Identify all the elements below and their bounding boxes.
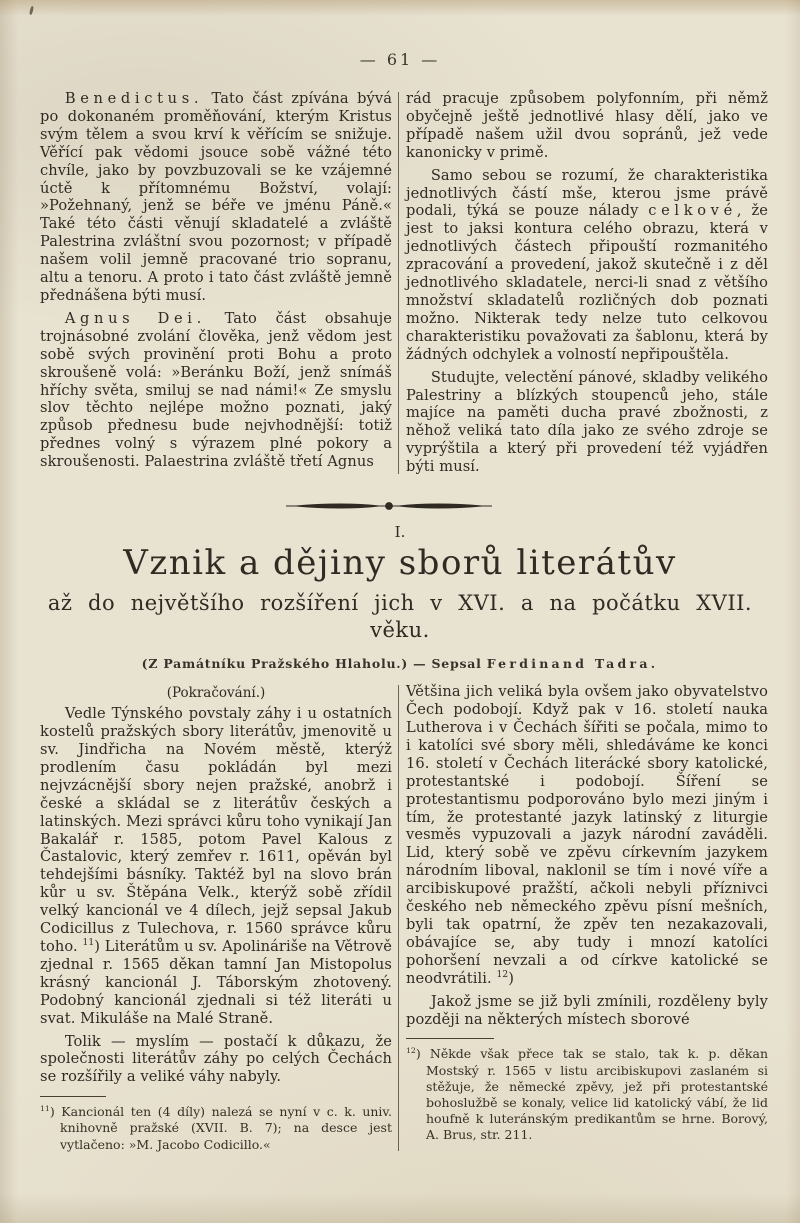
footnote-separator xyxy=(40,1096,106,1097)
text-segment: Jakož jsme se již byli zmínili, rozděleny byly později na některých místech sborové xyxy=(406,992,768,1028)
text-segment: Ferdinand Tadra. xyxy=(486,656,659,672)
footnote-marker: 11 xyxy=(40,1104,50,1114)
byline xyxy=(0,656,800,671)
upper-text-block xyxy=(40,90,768,476)
text-segment: , že jest to jaksi kontura celého obrazu, která v jednotlivých částech připouští rozmanitého zpracování a provedení, jakož skutečně i z děl jednotlivého skladatele, nerci-li snad z většího množství skladatelů rozličných dob poznati možno. Nikterak tedy nelze tuto celkovou charakteristiku považovati za šablonu, která by žádných odchylek a volností nepřipouštěla. xyxy=(406,202,768,363)
paragraph-vedle-tynskeho xyxy=(40,705,392,1027)
lower-text-block xyxy=(40,683,768,1153)
article-title: Vznik a dějiny sborů literátův xyxy=(123,543,677,584)
paragraph-jakoz-jsme xyxy=(406,993,768,1029)
continuation-note: (Pokračování.) xyxy=(166,685,266,702)
text-segment: Vedle Týnského povstaly záhy i u ostatních kostelů pražských sbory literátův, jmenovitě u sv. Jindřicha na Novém městě, kterýž prodlením času pokládán byl mezi nejvzácnější sbory nejen pražské, anobrž i české a skládal se z literátův českých a latinských. Mezi správci kůru toho vynikají Jan Bakalář r. 1585, potom Pavel Kalous z Častalovic, který zemřev r. 1611, opěván byl tehdejšími básníky. Taktéž byl na slovo brán kůr u sv. Štěpána Velk., kterýž sobě zřídil velký kancionál ve 4 dílech, jejž sepsal Jakub Codicillus z Tulechova, r. 1560 správce kůru toho. xyxy=(40,705,392,955)
page-number: — 61 — xyxy=(359,50,441,69)
text-segment: ) Literátům u sv. Apolináriše na Větrově zjednal r. 1565 děkan tamní Jan Mistopolus krásný kancionál J. Táborským zhotovený. Podobný kancionál zjednali si též literáti u svat. Mikuláše na Malé Straně. xyxy=(40,937,392,1027)
footnote-11 xyxy=(40,1104,392,1153)
upper-left-column xyxy=(40,90,392,476)
section-numeral: I. xyxy=(394,523,406,542)
text-segment: Tato část obsahuje trojnásobné zvolání člověka, jenž vědom jest sobě svých provinění proti Bohu a proto skroušeně volá: »Beránku Boží, jenž snímáš hříchy světa, smiluj se nad námi!« Ze smyslu slov těchto nejlépe možno poznati, jaký způsob přednesu bude nejvhodnější: totiž přednes volný s výrazem plné pokory a skroušenosti. Palaestrina zvláště třetí Agnus xyxy=(40,309,392,471)
text-segment: rád pracuje způsobem polyfonním, při němž obyčejně ještě jednotlivé hlasy dělí, jako ve případě našem užil dvou sopránů, jež vede kanonicky v primě. xyxy=(406,90,768,161)
article-subtitle-line-1: až do největšího rozšíření jich v XVI. a na počátku XVII. xyxy=(47,590,753,615)
article-subtitle-line-2: věku. xyxy=(370,618,430,643)
column-divider-rule xyxy=(398,92,399,474)
footnote-separator xyxy=(406,1038,494,1039)
text-segment: (Z Památníku Pražského Hlaholu.) — Sepsal xyxy=(141,656,487,672)
footnote-marker: 12 xyxy=(406,1046,416,1056)
text-segment: Tato část zpívána bývá po dokonaném proměňování, kterým Kristus svým tělem a svou krví k věřícím se snižuje. Věřící pak vědomi jsouce sobě vážné této chvíle, jako by povzbuzovali se ke vzájemné úctě k přítomnému Božství, volají: »Požehnaný, jenž se béře ve jménu Páně.« Také této části věnují skladatelé a zvláště Palestrina zvláštní svou pozornost; v případě našem volil jemně pracované trio sopranu, altu a tenoru. A proto i tato část zvláště jemně přednášena býti musí. xyxy=(40,90,392,304)
text-segment: Tolik — myslím — postačí k důkazu, že společnosti literátův záhy po celých Čechách se rozšířily a veliké váhy nabyly. xyxy=(40,1032,392,1086)
text-segment: Samo sebou se rozumí, že charakteristika jednotlivých částí mše, kterou jsme právě podali, týká se pouze nálady xyxy=(406,166,768,220)
paragraph-continuation-text xyxy=(406,90,768,162)
text-segment: Studujte, velectění pánové, skladby velikého Palestriny a blízkých stoupenců jeho, stále majíce na paměti ducha pravé zbožnosti, z něhož veliká tato díla jako ze svého zdroje se vyprýštila a který při provedení též vyjádřen býti musí. xyxy=(406,368,768,476)
text-segment: Agnus Dei. xyxy=(64,309,206,327)
footnote-12 xyxy=(406,1046,768,1143)
column-divider-rule xyxy=(398,685,399,1151)
text-segment: celkové xyxy=(648,202,737,220)
lower-left-column xyxy=(40,683,392,1153)
paragraph-tolik xyxy=(40,1033,392,1087)
article-subtitle xyxy=(0,590,800,645)
ornamental-divider-icon xyxy=(286,501,492,511)
upper-right-column xyxy=(406,90,768,476)
text-segment: ) xyxy=(508,969,515,987)
section-heading xyxy=(0,523,800,671)
text-segment: ) Kancionál ten (4 díly) nalezá se nyní v c. k. univ. knihovně pražské (XVII. B. 7); na desce jest vytlačeno: »M. Jacobo Codicillo.« xyxy=(49,1104,392,1152)
paragraph-studujte xyxy=(406,369,768,476)
footnote-marker: 11 xyxy=(82,938,95,949)
section-divider xyxy=(0,496,800,515)
text-segment: ) Někde však přece tak se stalo, tak k. p. děkan Mostský r. 1565 v listu arcibiskupovi zaslaném si stěžuje, že německé zpěvy, jež při protestantské bohoslužbě se konaly, velice lid katolický vábí, že lid houfně k luteránským predikantům se hrne. Borový, A. Brus, str. 211. xyxy=(415,1046,768,1143)
paragraph-benedictus xyxy=(40,90,392,305)
text-segment: Většina jich veliká byla ovšem jako obyvatelstvo Čech podobojí. Když pak v 16. století nauka Lutherova i v Čechách šířiti se počala, mimo to i katolíci své sbory měli, shledáváme ke konci 16. století v Čechách literácké sbory katolické, protestantské i podobojí. Šíření se protestantismu podporováno bylo mezi jiným i tím, že protestanté jazyk latinský z liturgie vesměs vypuzovali a jazyk národní zaváděli. Lid, který sobě ve zpěvu církevním jazykem národním liboval, naklonil se tím i nové víře a arcibiskupové pražští, ačkoli nebyli příznivci českého neb německého zpěvu písní mešních, byli tak opatrní, že zpěv ten nezakazovali, obávajíce se, aby tudy i mnozí katolíci pohoršení nevzali a od církve katolické se neodvrátili. xyxy=(406,683,768,987)
text-segment: Benedictus. xyxy=(64,90,204,107)
paragraph-agnus-dei xyxy=(40,310,392,471)
footnote-marker: 12 xyxy=(496,969,509,980)
lower-right-column xyxy=(406,683,768,1153)
paragraph-characteristika xyxy=(406,167,768,364)
paragraph-vetsina-jich xyxy=(406,683,768,987)
